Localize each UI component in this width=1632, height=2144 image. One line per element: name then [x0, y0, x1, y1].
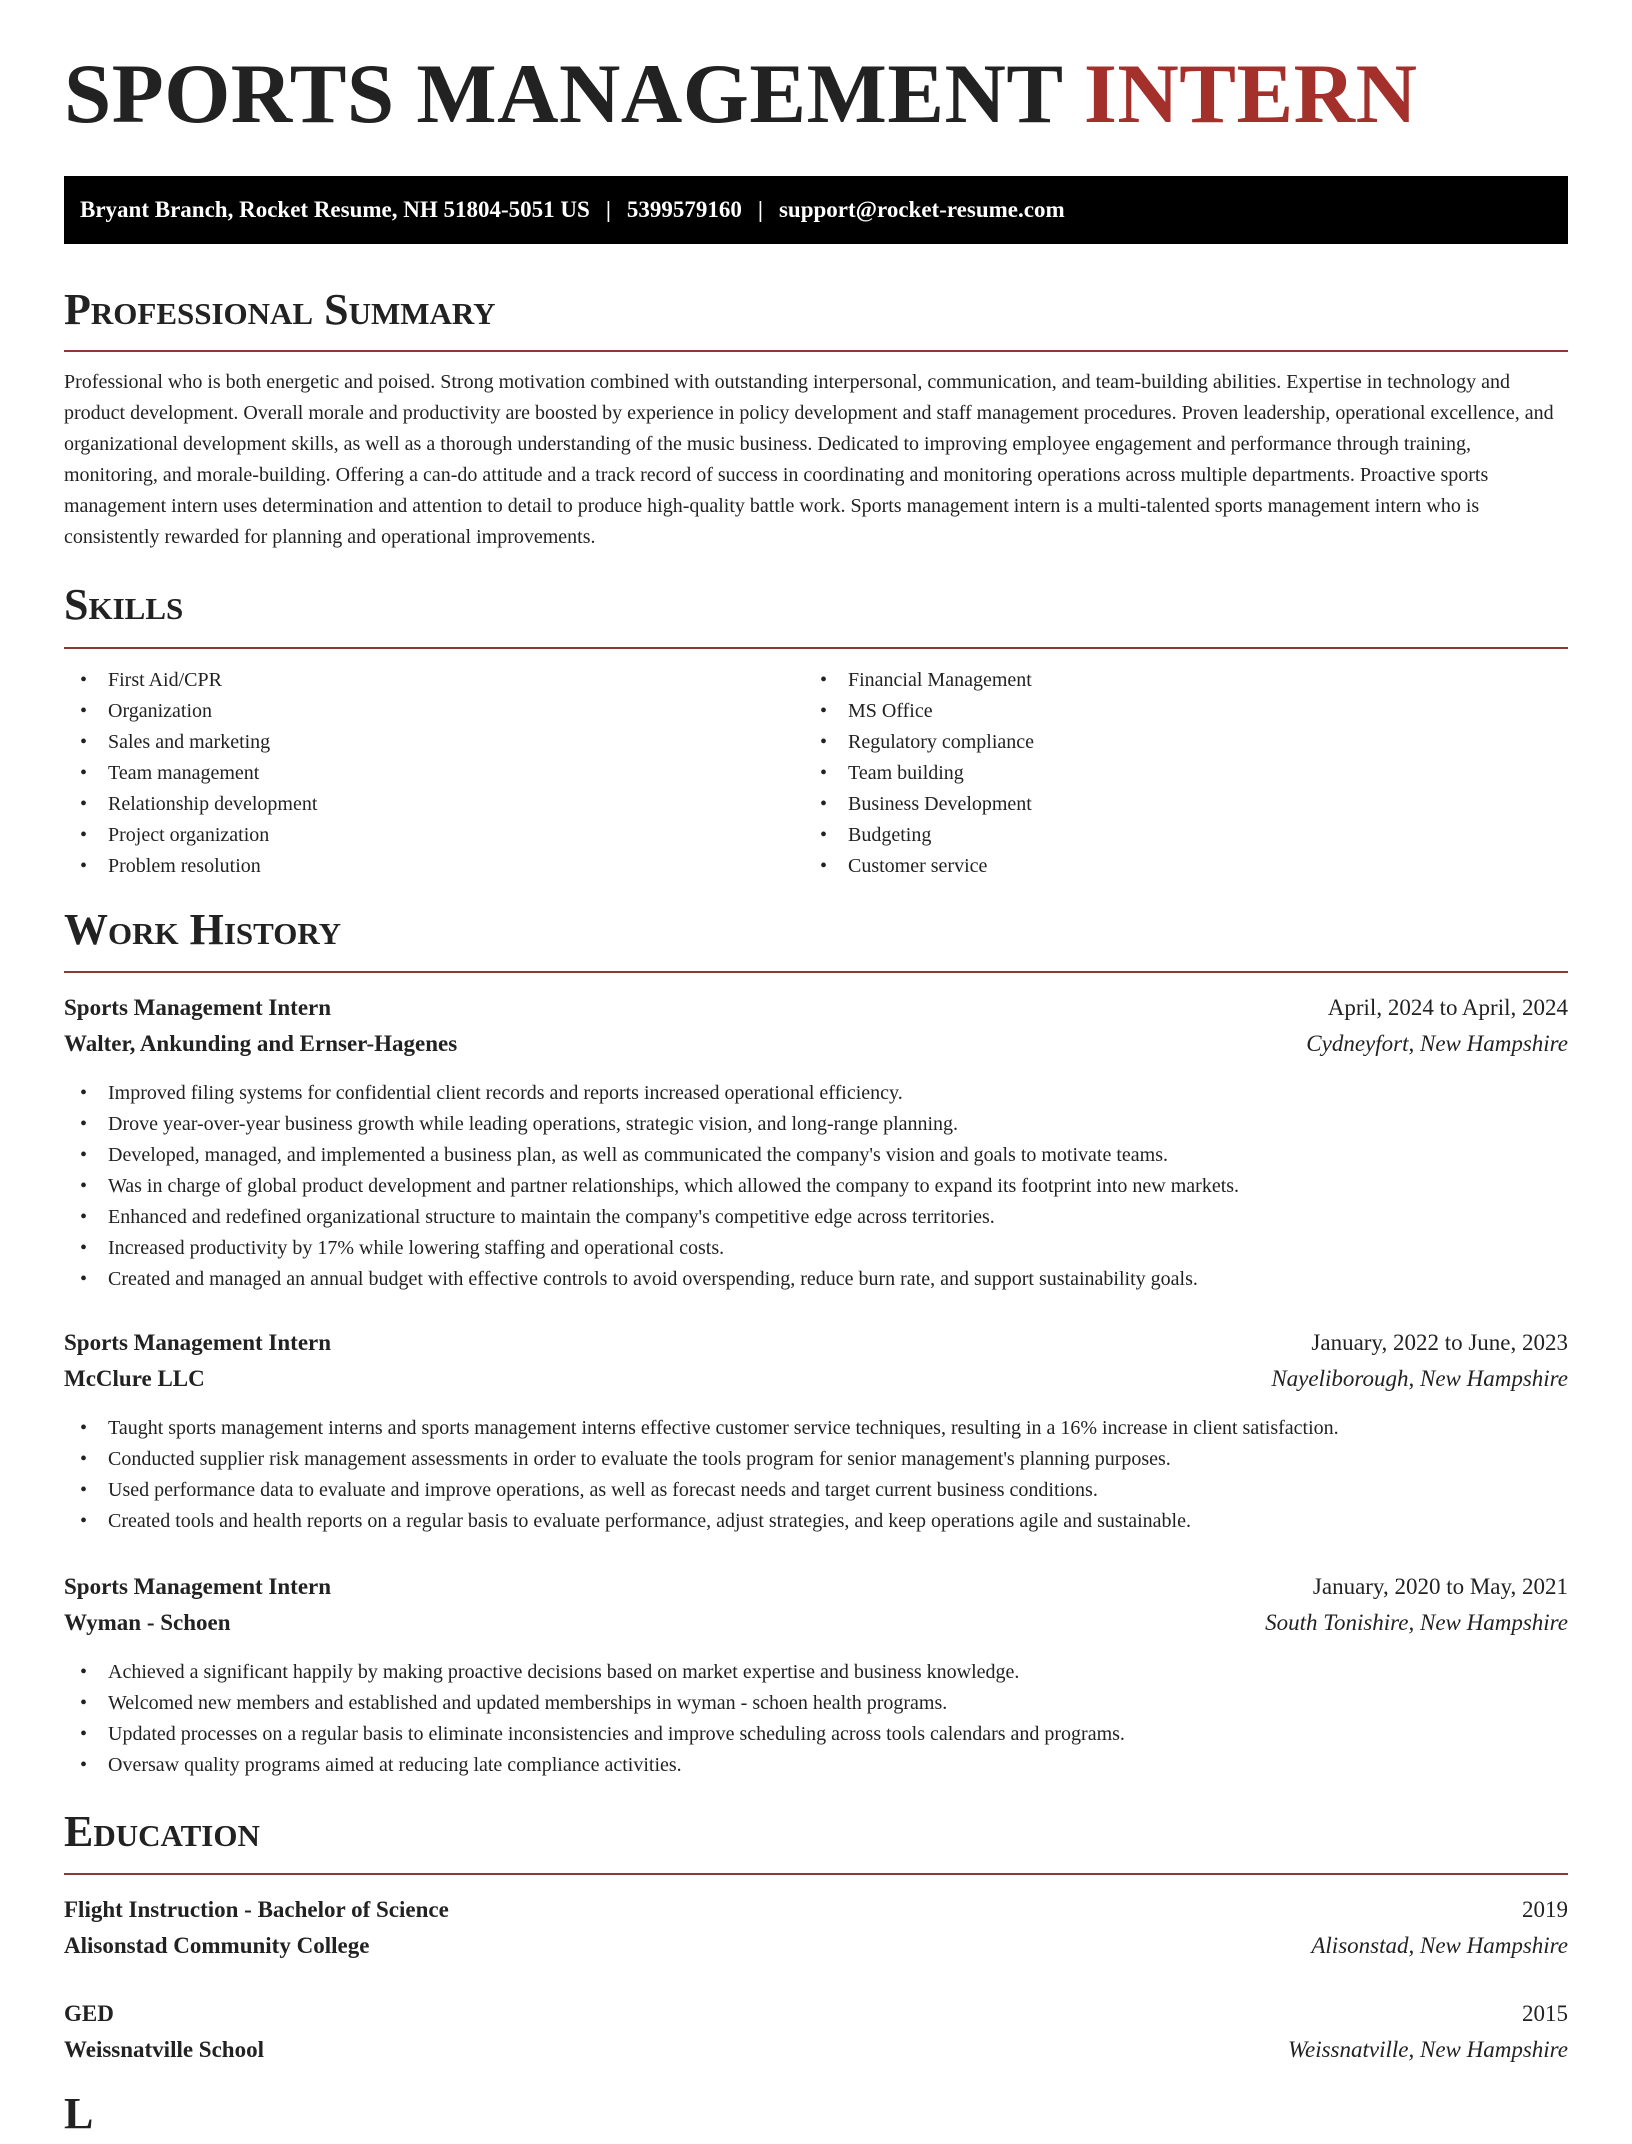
- job-bullet: • Conducted supplier risk management assessments in order to evaluate the tools program for senior management's planning purposes.: [64, 1444, 1568, 1475]
- skills-column-left: [64, 665, 804, 882]
- education-location: Alisonstad, New Hampshire: [1311, 1933, 1568, 1958]
- title-main: SPORTS MANAGEMENT: [64, 47, 1063, 141]
- skills-list: [64, 665, 1568, 885]
- next-section-partial: [64, 2089, 1568, 2144]
- section-heading-partial: L: [64, 2089, 94, 2138]
- job-bullet: • Enhanced and redefined organizational structure to maintain the company's competitive edge across territories.: [64, 1202, 1568, 1233]
- skill-item: • Financial Management: [804, 665, 1568, 696]
- job-bullet: • Taught sports management interns and sports management interns effective customer service techniques, resulting in a 16% increase in client satisfaction.: [64, 1413, 1568, 1444]
- skill-item: • Regulatory compliance: [804, 727, 1568, 758]
- section-divider: [64, 647, 1568, 649]
- education-school-row: [64, 2032, 1568, 2068]
- education-location: Weissnatville, New Hampshire: [1287, 2037, 1568, 2062]
- contact-bar: [64, 176, 1568, 244]
- skill-item: • Problem resolution: [64, 851, 804, 882]
- job-bullet: • Achieved a significant happily by making proactive decisions based on market expertise and business knowledge.: [64, 1657, 1568, 1688]
- job-company: Walter, Ankunding and Ernser-Hagenes: [64, 1031, 458, 1056]
- job-location: Cydneyfort, New Hampshire: [1306, 1031, 1568, 1056]
- job-company-row: [64, 1605, 1568, 1641]
- job-bullets: [64, 1657, 1568, 1781]
- section-heading: Work History: [64, 905, 342, 954]
- job-bullets: [64, 1078, 1568, 1295]
- job-bullet: • Updated processes on a regular basis to eliminate inconsistencies and improve scheduling across tools calendars and programs.: [64, 1719, 1568, 1750]
- job-bullet: • Used performance data to evaluate and improve operations, as well as forecast needs and target current business conditions.: [64, 1475, 1568, 1506]
- contact-phone: 5399579160: [626, 197, 742, 222]
- job-company: McClure LLC: [64, 1366, 205, 1391]
- skills-column-right: [804, 665, 1568, 882]
- job-title: Sports Management Intern: [64, 1574, 332, 1599]
- skill-item: • Team building: [804, 758, 1568, 789]
- education-school: Alisonstad Community College: [64, 1933, 370, 1958]
- section-heading: Education: [64, 1807, 260, 1856]
- skill-item: • Project organization: [64, 820, 804, 851]
- skills-section: [64, 580, 1568, 635]
- job-bullet: • Was in charge of global product development and partner relationships, which allowed the company to expand its footprint into new markets.: [64, 1171, 1568, 1202]
- education-degree: Flight Instruction - Bachelor of Science: [64, 1897, 449, 1922]
- job-title: Sports Management Intern: [64, 1330, 332, 1355]
- job-bullet: • Created tools and health reports on a regular basis to evaluate performance, adjust strategies, and keep operations agile and sustainable.: [64, 1506, 1568, 1537]
- job-bullet: • Increased productivity by 17% while lowering staffing and operational costs.: [64, 1233, 1568, 1264]
- section-heading: Professional Summary: [64, 285, 496, 334]
- contact-separator: |: [605, 197, 611, 222]
- skill-item: • MS Office: [804, 696, 1568, 727]
- job-dates: January, 2020 to May, 2021: [1312, 1574, 1568, 1599]
- section-divider: [64, 350, 1568, 352]
- education-year: 2019: [1522, 1897, 1568, 1922]
- resume-title: [64, 47, 1418, 141]
- job-header-row: [64, 990, 1568, 1026]
- skill-item: • Customer service: [804, 851, 1568, 882]
- section-divider: [64, 971, 1568, 973]
- contact-email[interactable]: support@rocket-resume.com: [778, 197, 1065, 222]
- job-bullets: [64, 1413, 1568, 1537]
- job-dates: January, 2022 to June, 2023: [1311, 1330, 1568, 1355]
- skill-item: • Organization: [64, 696, 804, 727]
- job-location: South Tonishire, New Hampshire: [1265, 1610, 1568, 1635]
- job-bullet: • Welcomed new members and established and updated memberships in wyman - schoen health programs.: [64, 1688, 1568, 1719]
- work-history-section: [64, 905, 1568, 960]
- job-bullet: • Drove year-over-year business growth while leading operations, strategic vision, and long-range planning.: [64, 1109, 1568, 1140]
- education-year: 2015: [1522, 2001, 1568, 2026]
- skill-item: • Team management: [64, 758, 804, 789]
- title-accent: INTERN: [1083, 47, 1418, 141]
- job-bullet: • Oversaw quality programs aimed at reducing late compliance activities.: [64, 1750, 1568, 1781]
- job-dates: April, 2024 to April, 2024: [1327, 995, 1568, 1020]
- job-title: Sports Management Intern: [64, 995, 332, 1020]
- skill-item: • Budgeting: [804, 820, 1568, 851]
- education-header-row: [64, 1892, 1568, 1928]
- job-company-row: [64, 1361, 1568, 1397]
- education-school-row: [64, 1928, 1568, 1964]
- job-header-row: [64, 1325, 1568, 1361]
- education-header-row: [64, 1996, 1568, 2032]
- job-bullet: • Developed, managed, and implemented a business plan, as well as communicated the company's vision and goals to motivate teams.: [64, 1140, 1568, 1171]
- summary-section: [64, 285, 1568, 340]
- education-degree: GED: [64, 2001, 114, 2026]
- education-section: [64, 1807, 1568, 1862]
- education-school: Weissnatville School: [64, 2037, 264, 2062]
- skill-item: • Sales and marketing: [64, 727, 804, 758]
- job-company: Wyman - Schoen: [64, 1610, 231, 1635]
- contact-address: Bryant Branch, Rocket Resume, NH 51804-5051 US: [80, 197, 590, 222]
- contact-separator: |: [757, 197, 763, 222]
- job-bullet: • Improved filing systems for confidential client records and reports increased operational efficiency.: [64, 1078, 1568, 1109]
- section-divider: [64, 1873, 1568, 1875]
- skill-item: • Relationship development: [64, 789, 804, 820]
- job-location: Nayeliborough, New Hampshire: [1271, 1366, 1568, 1391]
- job-header-row: [64, 1569, 1568, 1605]
- section-heading: Skills: [64, 580, 184, 629]
- job-company-row: [64, 1026, 1568, 1062]
- summary-text: Professional who is both energetic and poised. Strong motivation combined with outstanding interpersonal, communication, and team-building abilities. Expertise in technology and product development. Overall morale and productivity are boosted by experience in policy development and staff management procedures. Proven leadership, operational excellence, and organizational development skills, as well as a thorough understanding of the music business. Dedicated to improving employee engagement and performance through training, monitoring, and morale-building. Offering a can-do attitude and a track record of success in coordinating and monitoring operations across multiple departments. Proactive sports management intern uses determination and attention to detail to produce high-quality battle work. Sports management intern is a multi-talented sports management intern who is consistently rewarded for planning and operational improvements.: [64, 371, 1554, 548]
- skill-item: • First Aid/CPR: [64, 665, 804, 696]
- job-bullet: • Created and managed an annual budget with effective controls to avoid overspending, reduce burn rate, and support sustainability goals.: [64, 1264, 1568, 1295]
- skill-item: • Business Development: [804, 789, 1568, 820]
